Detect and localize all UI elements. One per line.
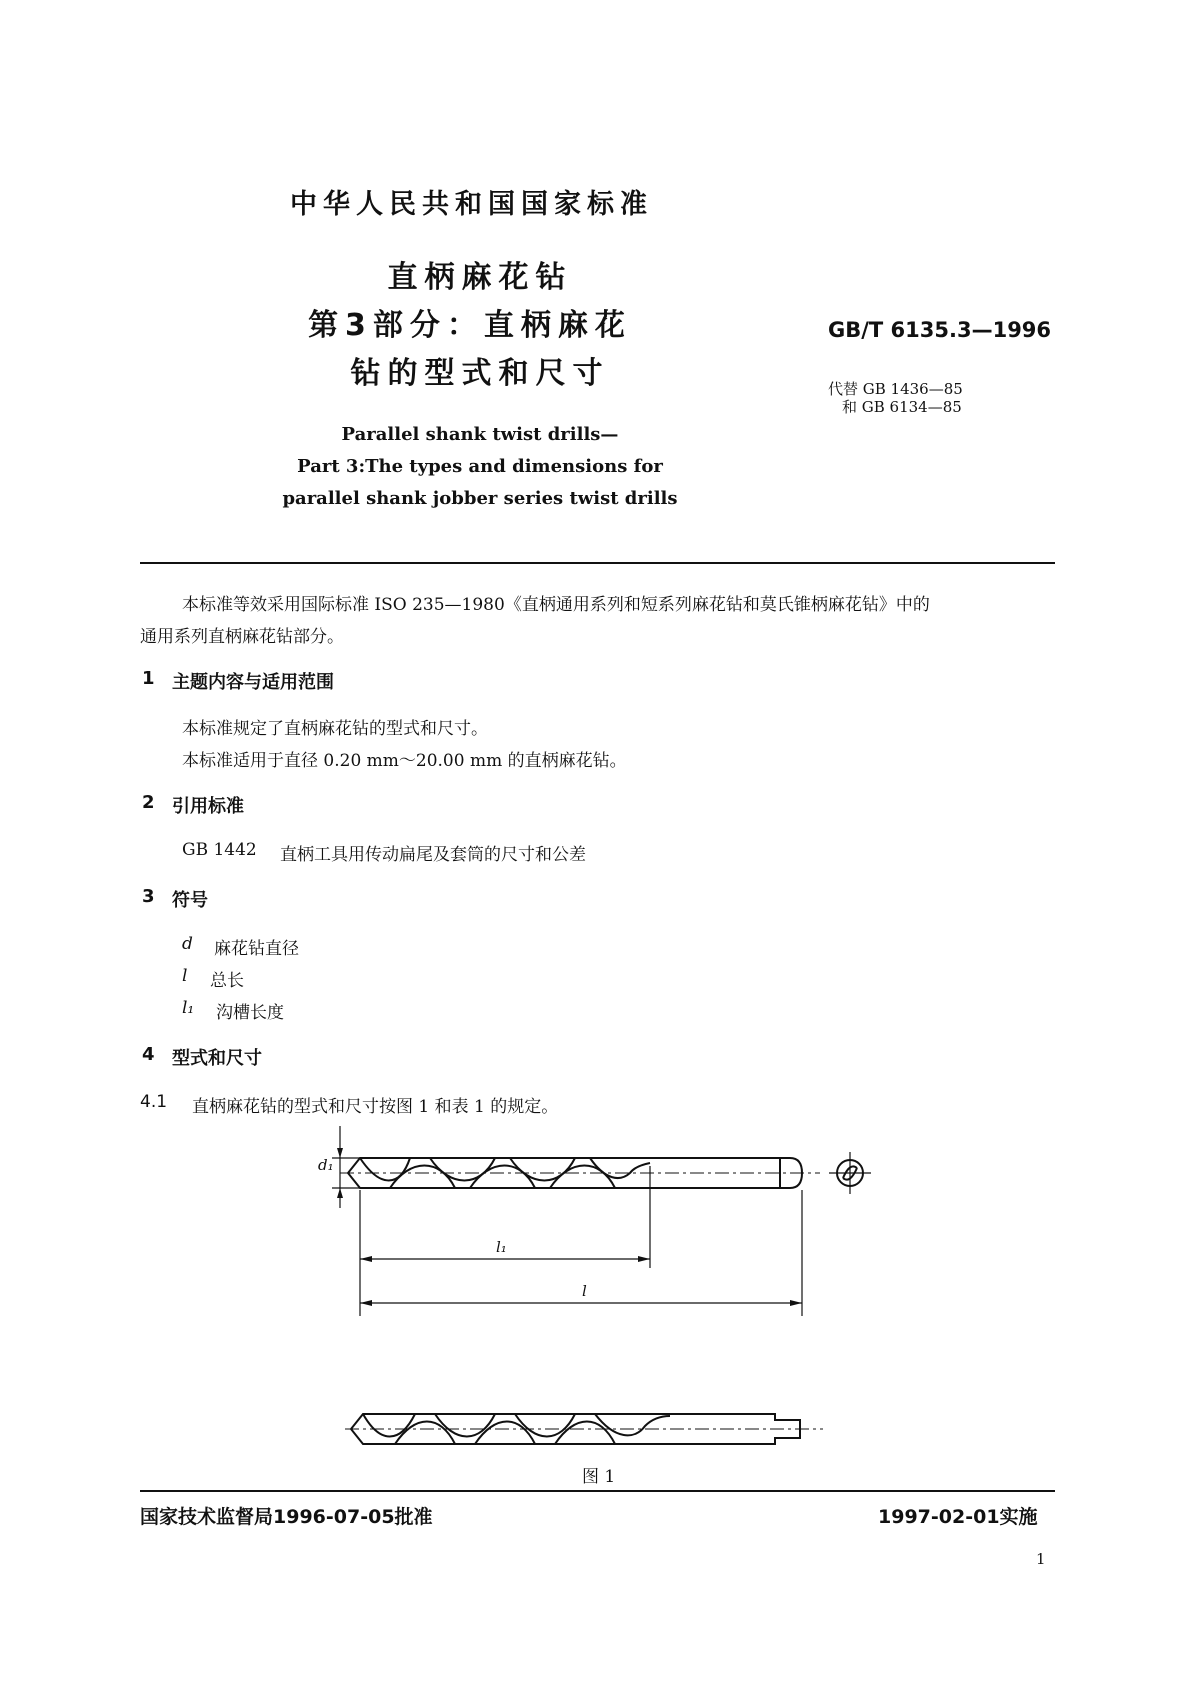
title-zh-line-1: 直柄麻花钻 bbox=[387, 260, 573, 295]
section-4-title: 型式和尺寸 bbox=[172, 1048, 262, 1069]
section-3-title: 符号 bbox=[172, 890, 208, 911]
header-rule bbox=[140, 562, 1055, 564]
clause-4-1-number: 4.1 bbox=[140, 1092, 168, 1112]
replaces-line-1: 代替 GB 1436—85 bbox=[828, 380, 963, 398]
intro-line-1: 本标准等效采用国际标准 ISO 235—1980《直柄通用系列和短系列麻花钻和莫氏锥柄麻花钻》中的 bbox=[182, 595, 930, 615]
section-1-number: 1 bbox=[142, 668, 155, 689]
national-standard-heading: 中华人民共和国国家标准 bbox=[290, 189, 653, 220]
section-4-number: 4 bbox=[142, 1044, 155, 1065]
standard-number: GB/T 6135.3—1996 bbox=[828, 318, 1052, 342]
intro-line-2: 通用系列直柄麻花钻部分。 bbox=[140, 627, 344, 647]
title-zh-line-3: 钻的型式和尺寸 bbox=[350, 356, 610, 391]
implementation-date: 1997-02-01实施 bbox=[878, 1506, 1038, 1528]
title-zh-line-2: 第3部分：直柄麻花 bbox=[308, 308, 632, 343]
title-en-line-2: Part 3:The types and dimensions for bbox=[297, 456, 663, 477]
dimension-label-d1: d₁ bbox=[318, 1156, 334, 1174]
symbol-l1-desc: 沟槽长度 bbox=[216, 1003, 284, 1023]
section-1-line-2: 本标准适用于直径 0.20 mm～20.00 mm 的直柄麻花钻。 bbox=[182, 751, 627, 771]
section-2-title: 引用标准 bbox=[172, 796, 244, 817]
title-en-line-3: parallel shank jobber series twist drills bbox=[282, 488, 678, 509]
footer-rule bbox=[140, 1490, 1055, 1492]
section-1-line-1: 本标准规定了直柄麻花钻的型式和尺寸。 bbox=[182, 719, 488, 739]
reference-code: GB 1442 bbox=[182, 840, 257, 860]
clause-4-1-text: 直柄麻花钻的型式和尺寸按图 1 和表 1 的规定。 bbox=[192, 1097, 559, 1117]
figure-caption: 图 1 bbox=[582, 1467, 616, 1487]
page-number: 1 bbox=[1036, 1550, 1046, 1568]
symbol-d-desc: 麻花钻直径 bbox=[214, 939, 299, 959]
reference-title: 直柄工具用传动扁尾及套筒的尺寸和公差 bbox=[280, 845, 586, 865]
dimension-label-l1: l₁ bbox=[496, 1238, 507, 1256]
drill-drawing-variant-with-tang bbox=[345, 1400, 835, 1460]
section-1-title: 主题内容与适用范围 bbox=[172, 672, 334, 693]
drill-drawing-side-view bbox=[320, 1118, 880, 1318]
section-2-number: 2 bbox=[142, 792, 155, 813]
symbol-l: l bbox=[182, 966, 188, 986]
symbol-l1: l₁ bbox=[182, 998, 195, 1018]
title-en-line-1: Parallel shank twist drills— bbox=[341, 424, 619, 445]
replaces-line-2: 和 GB 6134—85 bbox=[842, 398, 962, 416]
section-3-number: 3 bbox=[142, 886, 155, 907]
drill-end-view-icon bbox=[825, 1148, 875, 1198]
dimension-label-l: l bbox=[582, 1282, 587, 1300]
symbol-l-desc: 总长 bbox=[210, 971, 244, 991]
symbol-d: d bbox=[182, 934, 193, 954]
approval-statement: 国家技术监督局1996-07-05批准 bbox=[140, 1506, 433, 1528]
